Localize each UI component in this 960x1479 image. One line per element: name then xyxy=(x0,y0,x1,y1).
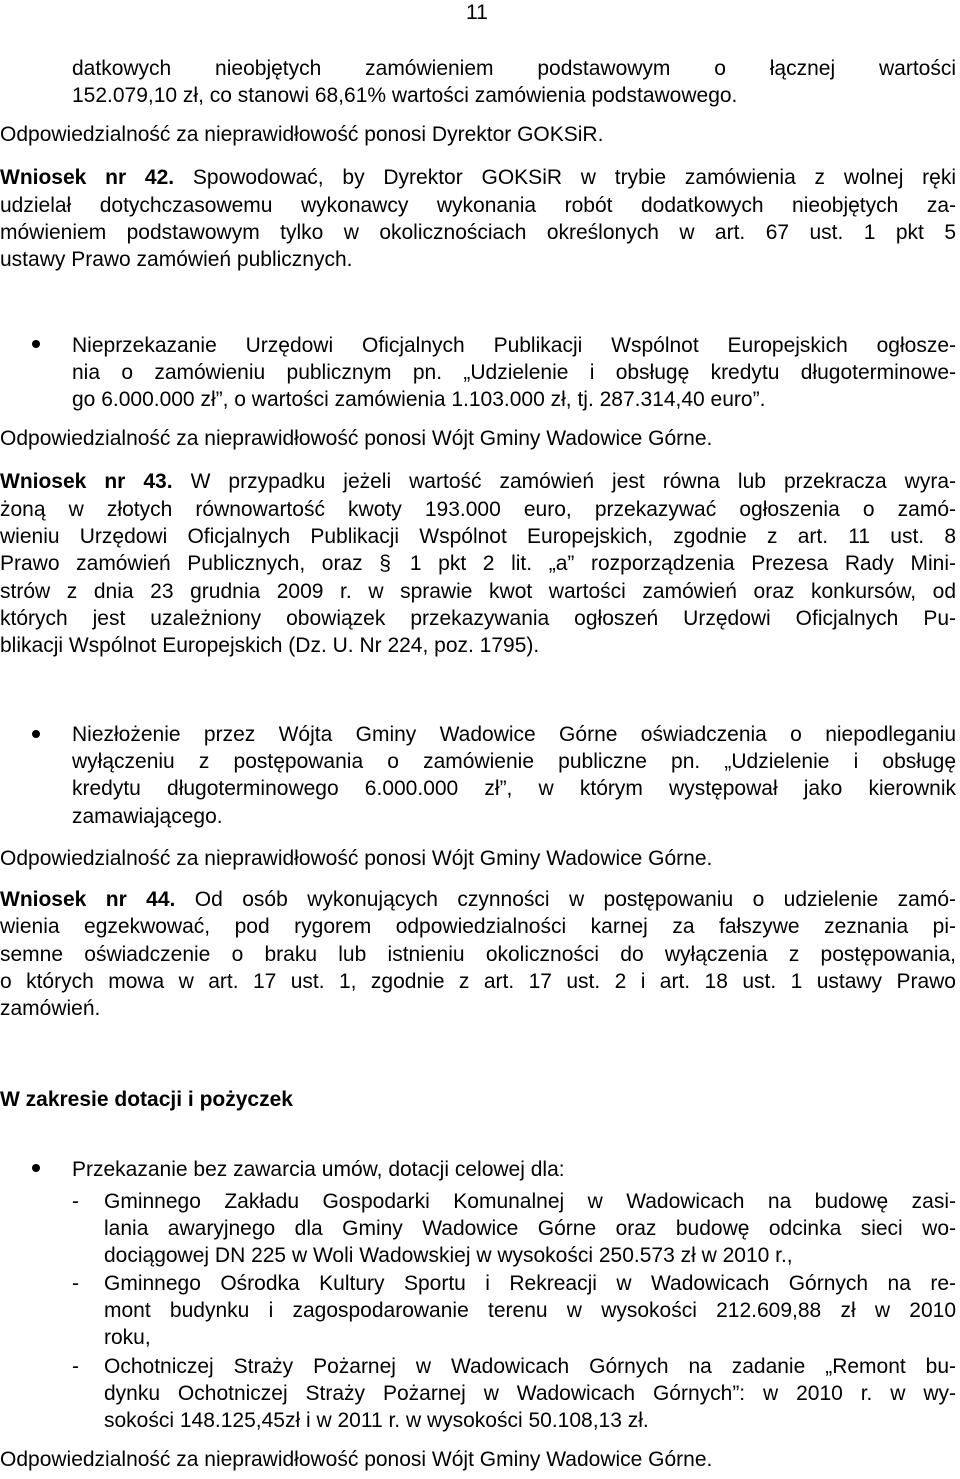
grant-line: roku, xyxy=(104,1326,151,1349)
finding-line: go 6.000.000 zł”, o wartości zamówienia 1.103.000 zł, tj. 287.314,40 euro”. xyxy=(72,388,766,411)
bullet-icon xyxy=(32,1164,40,1172)
finding-line: wyłączeniu z postępowania o zamówienie publiczne pn. „Udzielenie i obsługę xyxy=(72,750,956,773)
paragraph-line: wienia egzekwować, pod rygorem odpowiedzialności karnej za fałszywe zeznania pi- xyxy=(0,915,956,938)
grant-line: dociągowej DN 225 w Woli Wadowskiej w wysokości 250.573 zł w 2010 r., xyxy=(104,1244,793,1267)
dash-marker: - xyxy=(72,1190,79,1213)
grant-line: Ochotniczej Straży Pożarnej w Wadowicach Górnych na zadanie „Remont bu- xyxy=(104,1355,956,1378)
recommendation-42-line xyxy=(0,164,956,191)
paragraph-line: mówieniem podstawowym tylko w okolicznościach określonych w art. 67 ust. 1 pkt 5 xyxy=(0,221,956,244)
section-heading: W zakresie dotacji i pożyczek xyxy=(0,1088,293,1111)
recommendation-44-label: Wniosek nr 44. xyxy=(0,888,176,911)
paragraph-line: semne oświadczenie o braku lub istnieniu okoliczności do wyłączenia z postępowania, xyxy=(0,943,956,966)
paragraph-line: udzielał dotychczasowemu wykonawcy wykonania robót dodatkowych nieobjętych za- xyxy=(0,194,956,217)
grant-line: lania awaryjnego dla Gminy Wadowice Górne oraz budowę odcinka sieci wo- xyxy=(104,1217,956,1240)
grant-line: Gminnego Zakładu Gospodarki Komunalnej w Wadowicach na budowę zasi- xyxy=(104,1190,956,1213)
finding-line: nia o zamówieniu publicznym pn. „Udzielenie i obsługę kredytu długoterminowe- xyxy=(72,361,956,384)
finding-line: zamawiającego. xyxy=(72,805,223,828)
dash-marker: - xyxy=(72,1355,79,1378)
text-span: Prawo zamówień Publicznych, oraz xyxy=(0,552,380,575)
paragraph-line: blikacji Wspólnot Europejskich (Dz. U. Nr 224, poz. 1795). xyxy=(0,634,540,657)
finding-line: Przekazanie bez zawarcia umów, dotacji celowej dla: xyxy=(72,1158,565,1181)
section-sign-icon: § xyxy=(379,552,391,575)
grant-line: Gminnego Ośrodka Kultury Sportu i Rekreacji w Wadowicach Górnych na re- xyxy=(104,1272,956,1295)
paragraph-line: których jest uzależniony obowiązek przekazywania ogłoszeń Urzędowi Oficjalnych Pu- xyxy=(0,607,956,630)
finding-line: Nieprzekazanie Urzędowi Oficjalnych Publikacji Wspólnot Europejskich ogłosze- xyxy=(72,334,956,357)
grant-line: dynku Ochotniczej Straży Pożarnej w Wadowicach Górnych”: w 2010 r. w wy- xyxy=(104,1382,956,1405)
paragraph-line: datkowych nieobjętych zamówieniem podstawowym o łącznej wartości xyxy=(72,57,956,80)
responsibility-line: Odpowiedzialność za nieprawidłowość ponosi Wójt Gminy Wadowice Górne. xyxy=(0,427,713,450)
responsibility-line: Odpowiedzialność za nieprawidłowość ponosi Wójt Gminy Wadowice Górne. xyxy=(0,1448,713,1471)
recommendation-43-label: Wniosek nr 43. xyxy=(0,470,173,493)
paragraph-line: wieniu Urzędowi Oficjalnych Publikacji Wspólnot Europejskich, zgodnie z art. 11 ust. 8 xyxy=(0,525,956,548)
text-span: W przypadku jeżeli wartość zamówień jest równa lub przekracza wyra- xyxy=(172,470,956,493)
text-span: Spowodować, by Dyrektor GOKSiR w trybie zamówienia z wolnej ręki xyxy=(174,166,956,189)
grant-line: sokości 148.125,45zł i w 2011 r. w wysokości 50.108,13 zł. xyxy=(104,1409,649,1432)
paragraph-line: o których mowa w art. 17 ust. 1, zgodnie z art. 17 ust. 2 i art. 18 ust. 1 ustawy Prawo xyxy=(0,970,956,993)
responsibility-line: Odpowiedzialność za nieprawidłowość ponosi Wójt Gminy Wadowice Górne. xyxy=(0,847,713,870)
recommendation-43-line xyxy=(0,468,956,495)
page-number: 11 xyxy=(466,1,488,24)
text-span: Od osób wykonujących czynności w postępowaniu o udzielenie zamó- xyxy=(175,888,956,911)
paragraph-line: zamówień. xyxy=(0,997,101,1020)
paragraph-line: strów z dnia 23 grudnia 2009 r. w sprawie kwot wartości zamówień oraz konkursów, od xyxy=(0,580,956,603)
recommendation-44-line xyxy=(0,886,956,913)
text-span: 1 pkt 2 lit. „a” rozporządzenia Prezesa Rady Mini- xyxy=(393,552,956,575)
finding-line: kredytu długoterminowego 6.000.000 zł”, w którym występował jako kierownik xyxy=(72,777,956,800)
paragraph-line: 152.079,10 zł, co stanowi 68,61% wartości zamówienia podstawowego. xyxy=(72,84,738,107)
bullet-icon xyxy=(32,340,40,348)
bullet-icon xyxy=(32,730,40,738)
finding-line: Niezłożenie przez Wójta Gminy Wadowice Górne oświadczenia o niepodleganiu xyxy=(72,723,956,746)
recommendation-42-label: Wniosek nr 42. xyxy=(0,166,175,189)
dash-marker: - xyxy=(72,1272,79,1295)
responsibility-line: Odpowiedzialność za nieprawidłowość ponosi Dyrektor GOKSiR. xyxy=(0,123,604,146)
paragraph-line: żoną w złotych równowartość kwoty 193.000 euro, przekazywać ogłoszenia o zamó- xyxy=(0,498,956,521)
paragraph-line: ustawy Prawo zamówień publicznych. xyxy=(0,248,353,271)
paragraph-line xyxy=(0,550,956,577)
grant-line: mont budynku i zagospodarowanie terenu w wysokości 212.609,88 zł w 2010 xyxy=(104,1299,956,1322)
